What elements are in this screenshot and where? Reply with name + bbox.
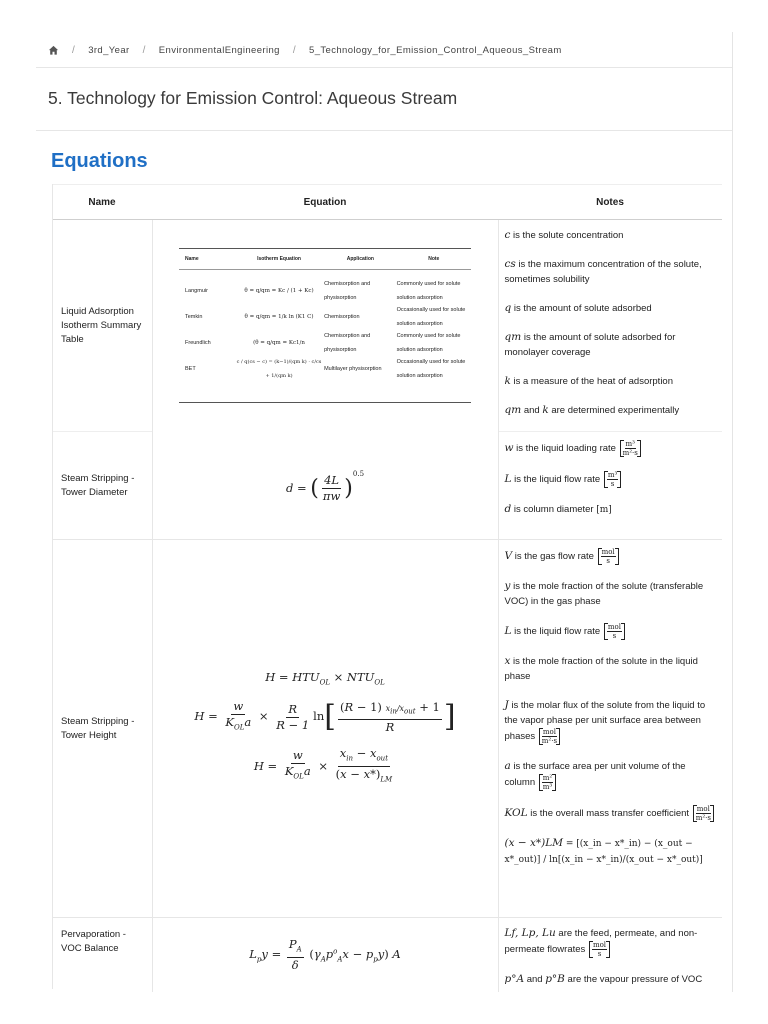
breadcrumb-link-page[interactable]: 5_Technology_for_Emission_Control_Aqueous_Stream bbox=[309, 44, 562, 56]
row-notes bbox=[498, 918, 722, 992]
note-item: L is the liquid flow rate $\frac{\text{mol}}{s}$ bbox=[505, 623, 717, 640]
title-divider bbox=[36, 130, 732, 131]
isotherm-summary-table bbox=[179, 248, 471, 403]
note-item: qm and k are determined experimentally bbox=[504, 404, 680, 416]
equation-pervaporation: $L_py$ = $\frac{P_A}{\delta}$ $(\gamma_Ap^o_Ax - p_py)$ A bbox=[249, 936, 401, 972]
table-row bbox=[52, 540, 722, 918]
table-header-row bbox=[52, 185, 722, 220]
row-name: Liquid Adsorption Isotherm Summary Table bbox=[52, 220, 152, 432]
section-heading-equations: Equations bbox=[51, 150, 148, 172]
note-item: x is the mole fraction of the solute in the liquid phase bbox=[504, 655, 698, 682]
note-item: w is the liquid loading rate $\frac{\text{m³}}{\text{m²·s}}$ bbox=[505, 440, 717, 457]
note-item: (x − x*)LM = [(x_in − x*_in) − (x_out − x*_out)] / ln[(x_in − x*_in)/(x_out − x*_out)] bbox=[504, 837, 703, 865]
breadcrumb-separator: / bbox=[72, 44, 76, 56]
note-item: qm is the amount of solute adsorbed for monolayer coverage bbox=[504, 331, 676, 358]
breadcrumb-separator: / bbox=[292, 44, 297, 56]
table-row bbox=[52, 918, 722, 992]
table-left-border bbox=[52, 184, 53, 989]
row-notes bbox=[498, 540, 722, 918]
row-name: Steam Stripping - Tower Diameter bbox=[52, 432, 152, 540]
note-item: p°A and p°B are the vapour pressure of VOC bbox=[504, 973, 703, 985]
note-item: L is the liquid flow rate $\frac{\text{m³}}{s}$ bbox=[505, 471, 717, 488]
isotherm-row: Freundlich (θ = q/qm = Kc1/n Chemisorption and physisorption Commonly used for solute solution adsorption bbox=[185, 333, 461, 354]
row-name: Steam Stripping - Tower Height bbox=[52, 540, 152, 918]
isotherm-row: Temkin θ = q/qm = 1/k ln (K1 C) Chemisorption Occasionally used for solute solution adsorption bbox=[185, 307, 466, 328]
equation-height-2: H = w $K_{OL}a$ × $\frac{R}{R - 1}$ ln[ (R − 1) $x_{in}/x_{out} + 1$ R ] bbox=[194, 699, 456, 735]
breadcrumb-separator: / bbox=[142, 44, 146, 56]
note-item: V is the gas flow rate $\frac{\text{mol}}{s}$ bbox=[505, 548, 717, 565]
note-item: J is the molar flux of the solute from the liquid to the vapor phase per unit surface area between phases $\frac{\text{mol}}{\text{m²·s}}$ bbox=[504, 699, 706, 745]
breadcrumb-link-year[interactable]: 3rd_Year bbox=[88, 44, 130, 56]
table-row bbox=[52, 220, 722, 432]
isotherm-header-row: Name Isotherm Equation Application Note bbox=[179, 249, 471, 270]
note-item: a is the surface area per unit volume of the column $\frac{\text{m²}}{\text{m³}}$ bbox=[504, 760, 686, 791]
note-item: y is the mole fraction of the solute (transferable VOC) in the gas phase bbox=[504, 580, 704, 607]
breadcrumb bbox=[48, 42, 562, 58]
row-equation bbox=[152, 918, 498, 992]
note-item: c is the solute concentration bbox=[504, 229, 624, 241]
isotherm-table-image bbox=[152, 220, 498, 432]
equation-height-1: $H = HTU_{OL} \times NTU_{OL}$ bbox=[265, 669, 385, 687]
content-right-border bbox=[732, 32, 733, 992]
note-item: Lf, Lp, Lu are the feed, permeate, and non-permeate flowrates $\frac{\text{mol}}{s}$ bbox=[504, 927, 698, 958]
note-item: KOL is the overall mass transfer coefficient $\frac{\text{mol}}{\text{m²·s}}$ bbox=[505, 805, 717, 822]
note-item: k is a measure of the heat of adsorption bbox=[504, 375, 674, 387]
header-notes: Notes bbox=[498, 185, 722, 220]
note-item: d is column diameter [m] bbox=[504, 503, 612, 515]
equations-table bbox=[52, 184, 722, 992]
breadcrumb-divider bbox=[36, 67, 732, 68]
row-equation bbox=[152, 540, 498, 918]
isotherm-row: BET c / q(cs − c) = (k−1)/(qm k) · c/cs + 1/(qm k) Multilayer physisorption Occasionally used for solute solution adsorption bbox=[185, 359, 466, 380]
row-equation bbox=[152, 432, 498, 540]
row-name: Pervaporation - VOC Balance bbox=[52, 918, 152, 992]
table-row bbox=[52, 432, 722, 540]
equation-height-3: H = w $K_{OL}a$ × $x_{in} - x_{out}$ $(x - x*)_{LM}$ bbox=[253, 745, 393, 784]
isotherm-row: Langmuir θ = q/qm = Kc / (1 + Kc) Chemisorption and physisorption Commonly used for solute solution adsorption bbox=[185, 281, 461, 302]
breadcrumb-link-course[interactable]: EnvironmentalEngineering bbox=[158, 44, 280, 56]
note-item: cs is the maximum concentration of the solute, sometimes solubility bbox=[504, 258, 702, 285]
row-notes bbox=[498, 432, 722, 540]
home-icon[interactable] bbox=[48, 45, 59, 56]
row-notes bbox=[498, 220, 722, 432]
note-item: q is the amount of solute adsorbed bbox=[504, 302, 652, 314]
page-title: 5. Technology for Emission Control: Aqueous Stream bbox=[48, 88, 458, 108]
equations-table-wrapper bbox=[52, 184, 722, 992]
header-equation: Equation bbox=[152, 185, 498, 220]
header-name: Name bbox=[52, 185, 152, 220]
equation-diameter: d = ( $\frac{4L}{\pi w}$ )$^{0.5}$ bbox=[285, 469, 365, 503]
